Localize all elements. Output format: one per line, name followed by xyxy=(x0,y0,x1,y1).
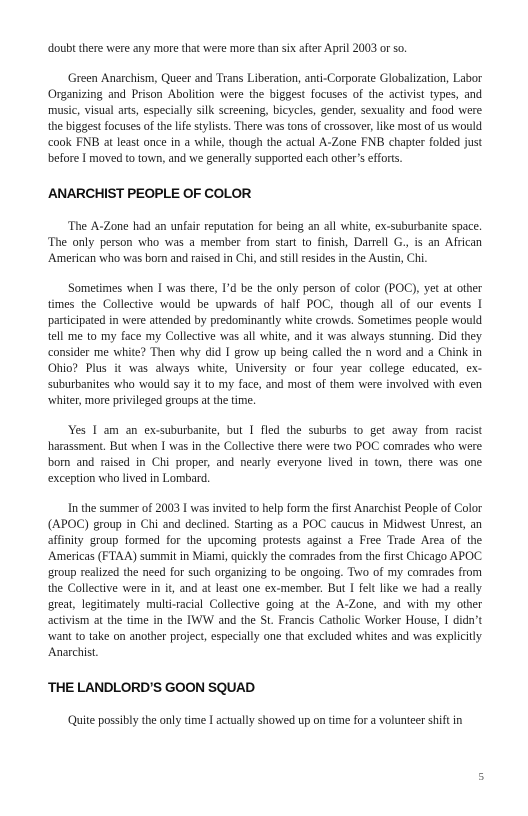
paragraph: In the summer of 2003 I was invited to help form the first Anarchist People of Color (APOC) group in Chi and declined. Starting as a POC caucus in Midwest Unrest, an affinity group formed for the upcoming protests against a Free Trade Area of the Americas (FTAA) summit in Miami, quickly the comrades from the first Chicago APOC group realized the need for such organizing to be ongoing. Two of my comrades from the Collective were in it, and at least one ex-member. But I felt like we had a really great, legitimately multi-racial Collective going at the A-Zone, and with my other activism at the time in the IWW and the St. Francis Catholic Worker House, I didn’t want to take on another project, especially one that excluded whites and was explicitly Anarchist. xyxy=(48,501,482,659)
paragraph: Sometimes when I was there, I’d be the only person of color (POC), yet at other times the Collective would be upwards of half POC, though all of our events I participated in were attended by predominantly white crowds. Sometimes people would tell me to my face my Collective was all white, and it was always stunning. Did they consider me white? Then why did I grow up being called the n word and a Chink in Ohio? Plus it was always white, University or four year college educated, ex-suburbanites who would say it to my face, and most of them were involved with even whiter, more privileged groups at the time. xyxy=(48,281,482,407)
section-heading: THE LANDLORD’S GOON SQUAD xyxy=(48,680,255,695)
paragraph: doubt there were any more that were more than six after April 2003 or so. xyxy=(48,41,408,55)
paragraph: The A-Zone had an unfair reputation for being an all white, ex-suburbanite space. The only person who was a member from start to finish, Darrell G., is an African American who was born and raised in Chi, and still resides in the Austin, Chi. xyxy=(48,219,482,265)
page-number: 5 xyxy=(478,771,484,783)
paragraph: Quite possibly the only time I actually showed up on time for a volunteer shift in xyxy=(68,713,463,727)
paragraph: Yes I am an ex-suburbanite, but I fled the suburbs to get away from racist harassment. But when I was in the Collective there were two POC comrades who were born and raised in Chi proper, and nearly everyone lived in town, there was one exception who lived in Lombard. xyxy=(48,423,482,485)
section-heading: ANARCHIST PEOPLE OF COLOR xyxy=(48,186,252,201)
paragraph: Green Anarchism, Queer and Trans Liberation, anti-Corporate Globalization, Labor Organizing and Prison Abolition were the biggest focuses of the activist types, and music, visual arts, especially silk screening, bicycles, gender, sexuality and food were the biggest focuses of the life stylists. There was tons of crossover, like most of us would cook FNB at least once in a while, though the actual A-Zone FNB chapter folded just before I moved to town, and we generally supported each other’s efforts. xyxy=(48,71,482,165)
document-page xyxy=(48,40,482,742)
